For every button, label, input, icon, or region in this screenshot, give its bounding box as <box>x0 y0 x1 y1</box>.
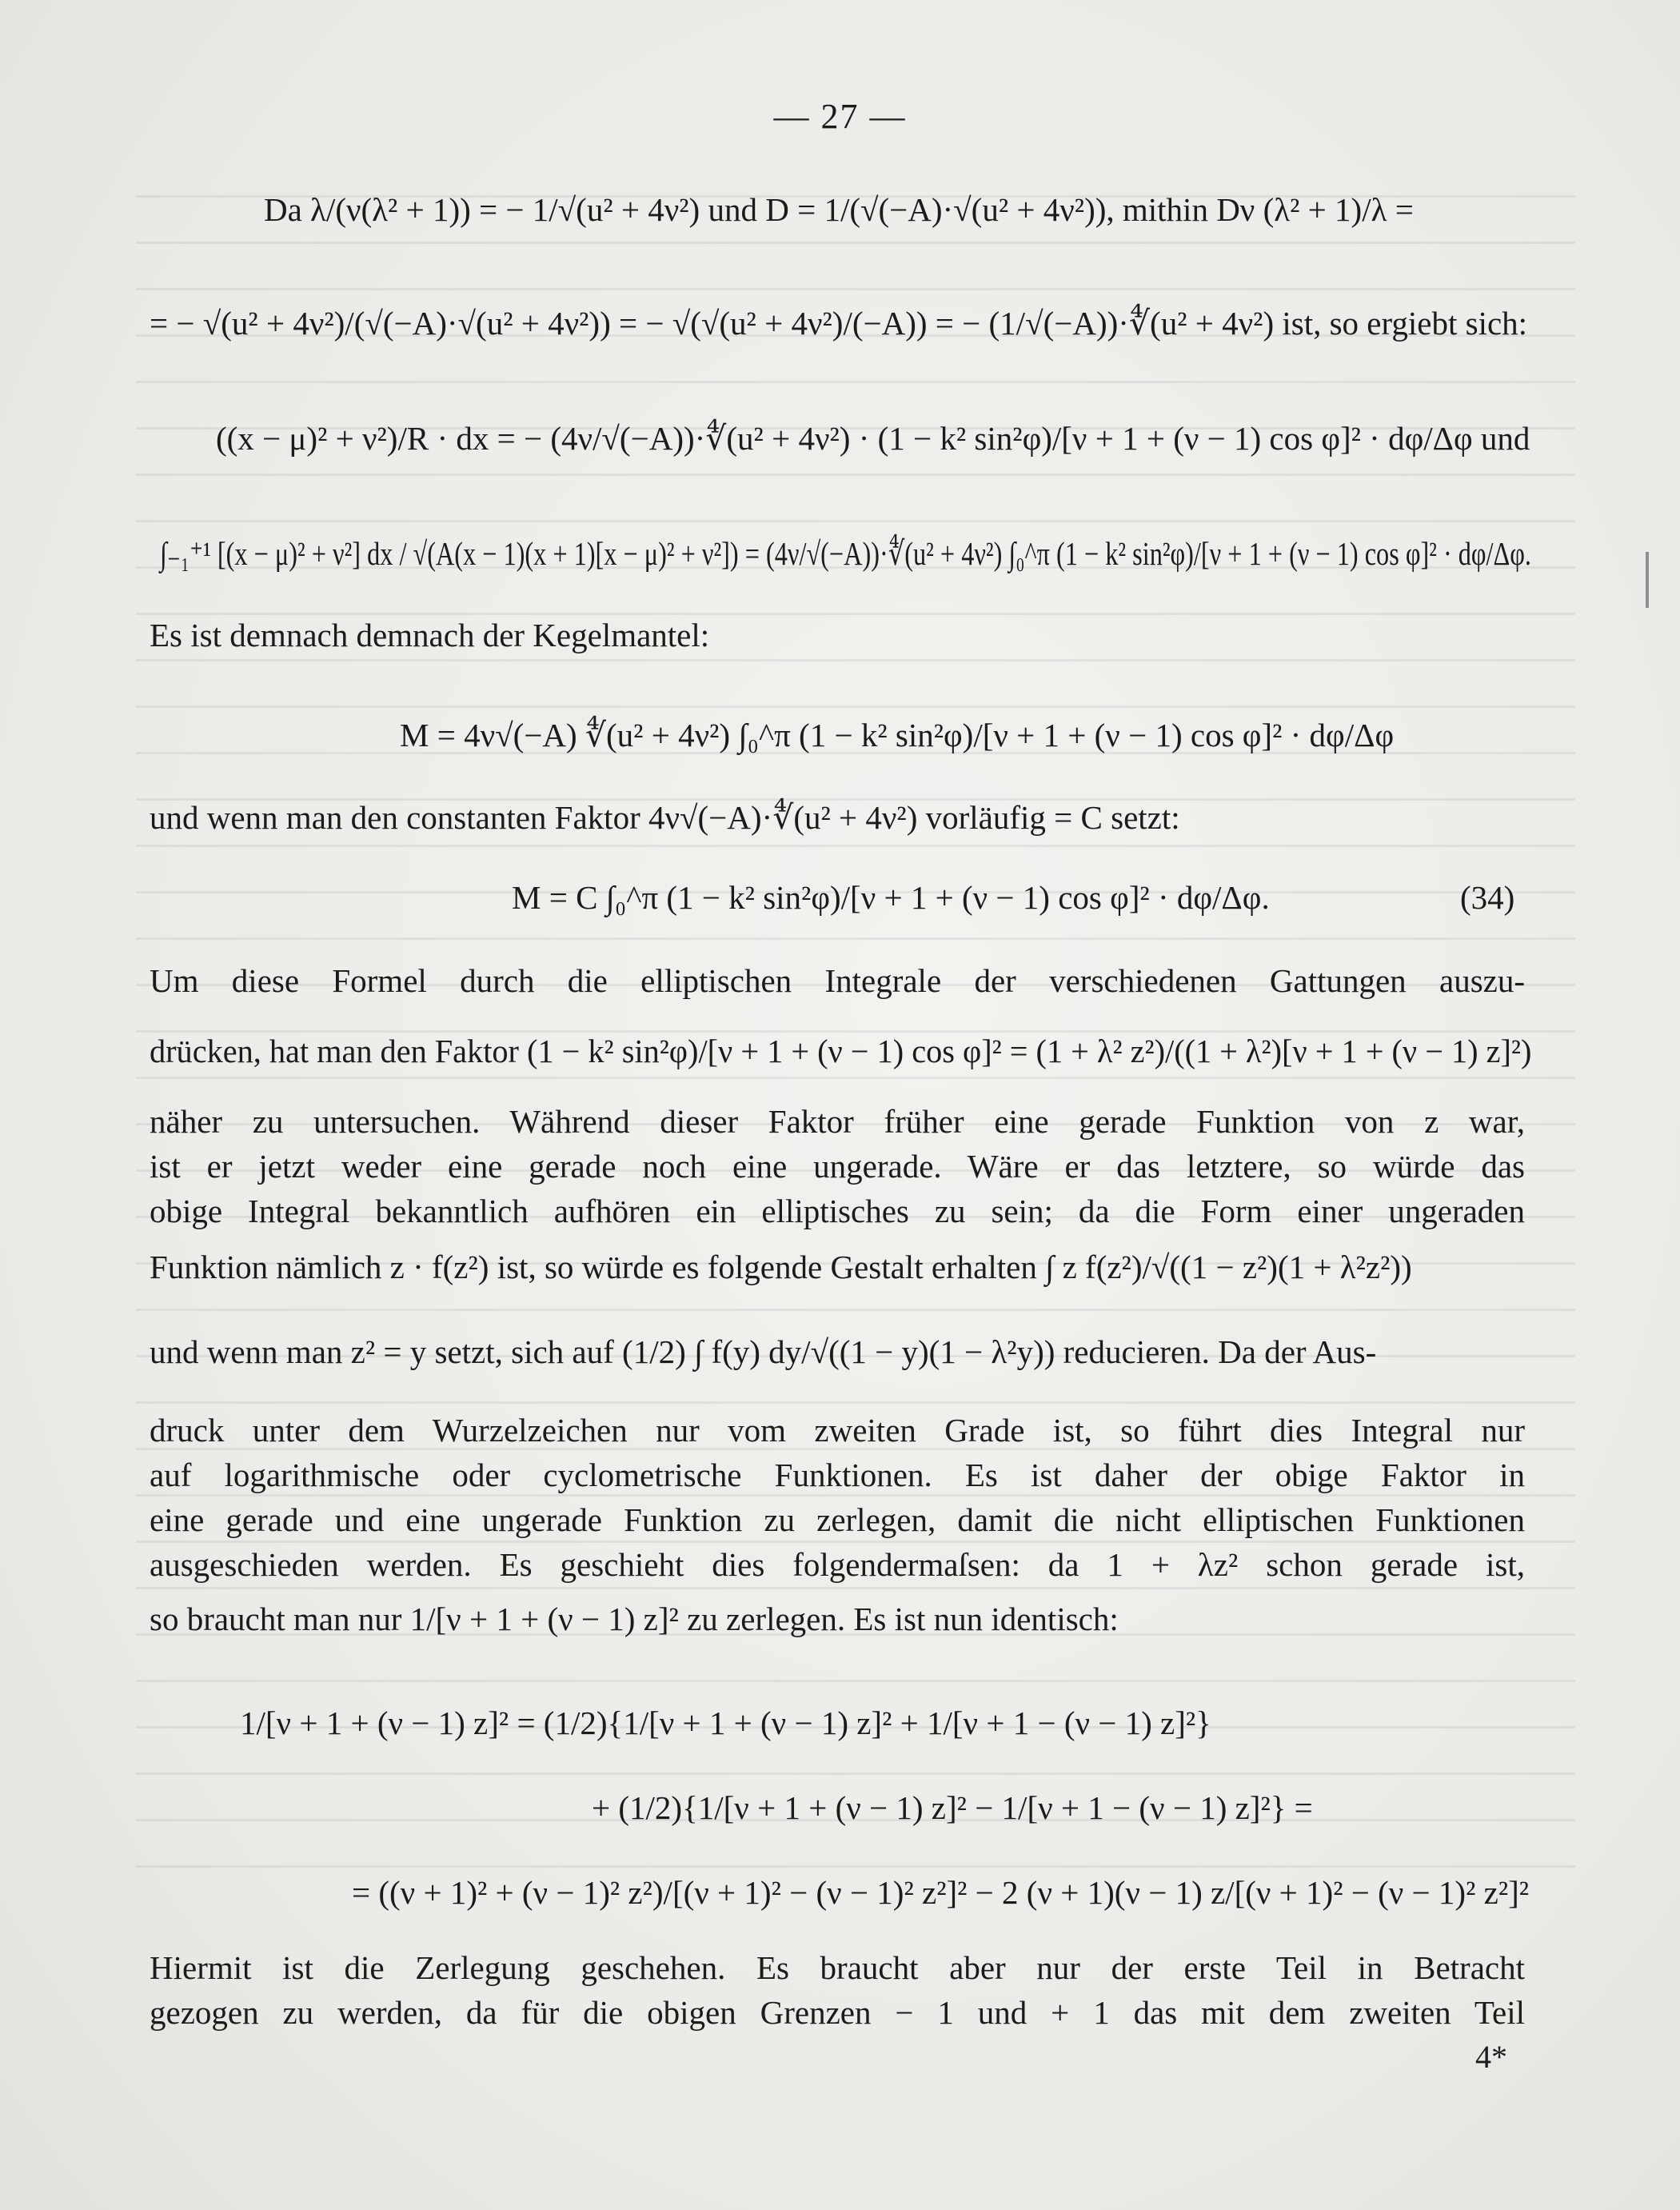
para1-line3: näher zu untersuchen. Während dieser Faktor früher eine gerade Funktion von z war, <box>150 1103 1525 1140</box>
text-constant-factor: und wenn man den constanten Faktor 4ν√(−A)·∜(u² + 4ν²) vorläufig = C setzt: <box>150 799 1180 836</box>
para1-line7: und wenn man z² = y setzt, sich auf (1/2) ∫ f(y) dy/√((1 − y)(1 − λ²y)) reducieren. Da der Aus- <box>150 1333 1377 1370</box>
para1-line2: drücken, hat man den Faktor (1 − k² sin²φ)/[ν + 1 + (ν − 1) cos φ]² = (1 + λ² z²)/((1 + λ²)[ν + 1 + (ν − 1) z]²) <box>150 1033 1532 1069</box>
equation-line-da: Da λ/(ν(λ² + 1)) = − 1/√(u² + 4ν²) und D = 1/(√(−A)·√(u² + 4ν²)), mithin Dν (λ² + 1)/λ = <box>264 191 1414 228</box>
margin-mark <box>1646 552 1649 608</box>
para1-line9: auf logarithmische oder cyclometrische Funktionen. Es ist daher der obige Faktor in <box>150 1457 1525 1493</box>
equation-M-1: M = 4ν√(−A) ∜(u² + 4ν²) ∫₀^π (1 − k² sin²φ)/[ν + 1 + (ν − 1) cos φ]² · dφ/Δφ <box>400 717 1395 753</box>
para1-line4: ist er jetzt weder eine gerade noch eine ungerade. Wäre er das letztere, so würde das <box>150 1148 1525 1185</box>
equation-M-2: M = C ∫₀^π (1 − k² sin²φ)/[ν + 1 + (ν − 1) cos φ]² · dφ/Δφ. <box>512 879 1270 916</box>
para2-line2: gezogen zu werden, da für die obigen Grenzen − 1 und + 1 das mit dem zweiten Teil <box>150 1994 1525 2031</box>
equation-line-root: = − √(u² + 4ν²)/(√(−A)·√(u² + 4ν²)) = − √(√(u² + 4ν²)/(−A)) = − (1/√(−A))·∜(u² + 4ν²) ist, so ergiebt sich: <box>150 305 1528 342</box>
equation-split-line3: = ((ν + 1)² + (ν − 1)² z²)/[(ν + 1)² − (ν − 1)² z²]² − 2 (ν + 1)(ν − 1) z/[(ν + 1)² − (ν − 1)² z²]² <box>352 1874 1530 1911</box>
equation-number-34: (34) <box>1460 879 1515 916</box>
equation-line-dx: ((x − μ)² + ν²)/R · dx = − (4ν/√(−A))·∜(u² + 4ν²) · (1 − k² sin²φ)/[ν + 1 + (ν − 1) cos φ]² · dφ/Δφ und <box>216 420 1530 457</box>
equation-split-line1: 1/[ν + 1 + (ν − 1) z]² = (1/2){1/[ν + 1 + (ν − 1) z]² + 1/[ν + 1 − (ν − 1) z]²} <box>240 1704 1211 1741</box>
equation-split-line2: + (1/2){1/[ν + 1 + (ν − 1) z]² − 1/[ν + 1 − (ν − 1) z]²} = <box>592 1789 1313 1826</box>
equation-line-integral: ∫₋₁⁺¹ [(x − μ)² + ν²] dx / √(A(x − 1)(x + 1)[x − μ)² + ν²]) = (4ν/√(−A))·∜(u² + 4ν²) ∫₀^π (1 − k² sin²φ)/[ν + 1 + (ν − 1) cos φ]² · dφ/Δφ. <box>160 535 1531 572</box>
page-number: — 27 — <box>773 97 907 136</box>
text-kegelmantel: Es ist demnach demnach der Kegelmantel: <box>150 617 710 653</box>
para1-line1: Um diese Formel durch die elliptischen Integrale der verschiedenen Gattungen auszu- <box>150 962 1525 999</box>
para2-line1: Hiermit ist die Zerlegung geschehen. Es braucht aber nur der erste Teil in Betracht <box>150 1949 1525 1986</box>
para1-line11: ausgeschieden werden. Es geschieht dies folgendermaſsen: da 1 + λz² schon gerade ist, <box>150 1546 1525 1583</box>
para1-line8: druck unter dem Wurzelzeichen nur vom zweiten Grade ist, so führt dies Integral nur <box>150 1412 1525 1449</box>
para1-line12: so braucht man nur 1/[ν + 1 + (ν − 1) z]² zu zerlegen. Es ist nun identisch: <box>150 1601 1119 1637</box>
para1-line5: obige Integral bekanntlich aufhören ein elliptisches zu sein; da die Form einer ungeraden <box>150 1193 1525 1229</box>
signature-mark: 4* <box>1475 2039 1507 2075</box>
para1-line10: eine gerade und eine ungerade Funktion zu zerlegen, damit die nicht elliptischen Funktionen <box>150 1501 1525 1538</box>
para1-line6: Funktion nämlich z · f(z²) ist, so würde es folgende Gestalt erhalten ∫ z f(z²)/√((1 − z²)(1 + λ²z²)) <box>150 1249 1412 1285</box>
